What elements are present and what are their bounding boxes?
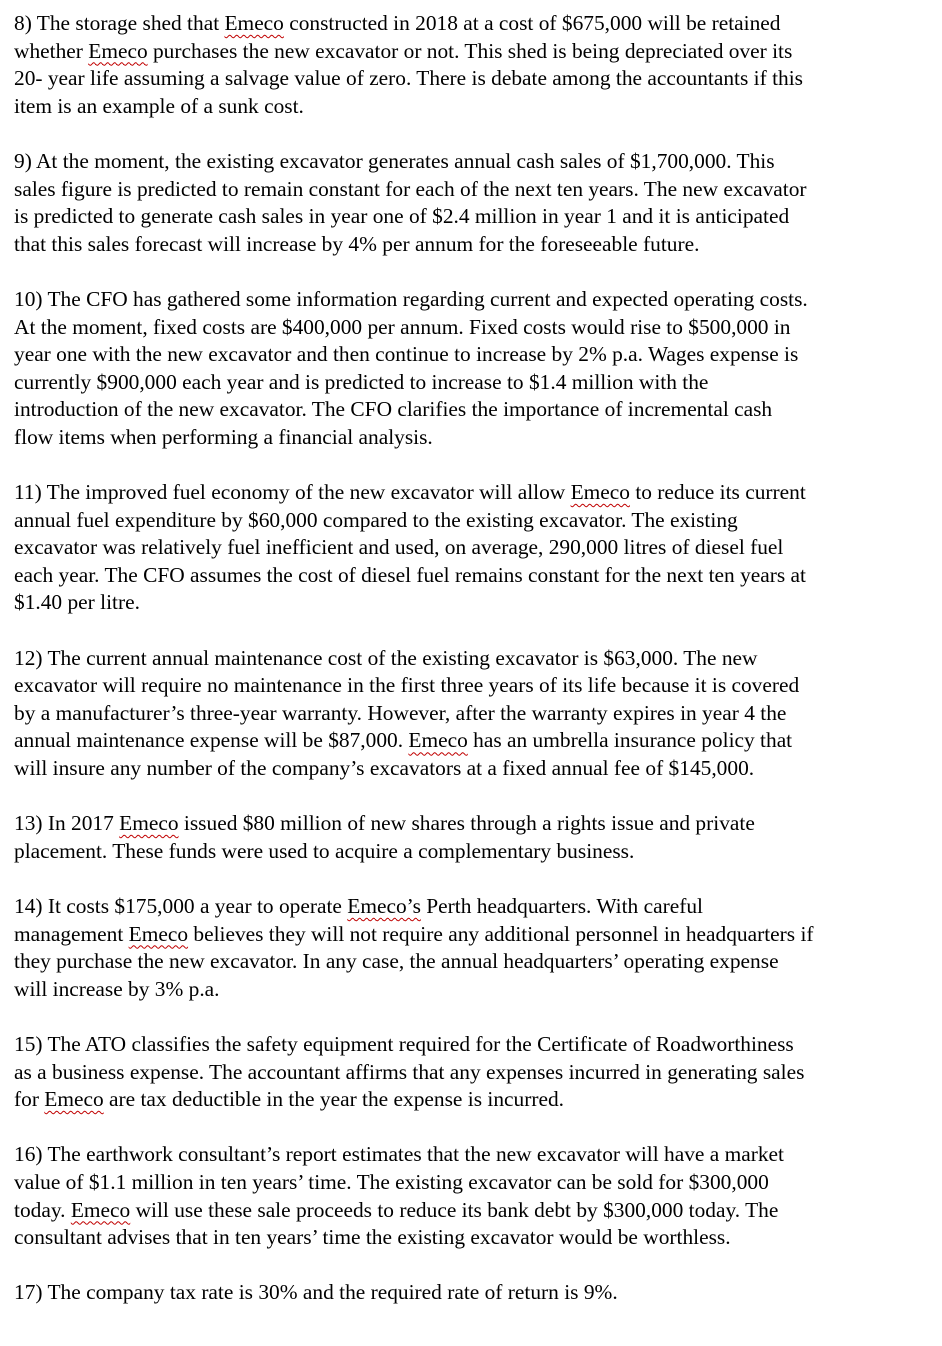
text-line: [14, 148, 926, 176]
text-line: [14, 203, 926, 231]
text-line: [14, 176, 926, 204]
paragraph-item-10: [14, 286, 926, 452]
text-line: [14, 893, 926, 921]
spellcheck-flagged-word: Emeco: [44, 1087, 104, 1112]
text-line: [14, 93, 926, 121]
text-run: placement. These funds were used to acquire a complementary business.: [14, 838, 635, 863]
spellcheck-flagged-word: Emeco: [570, 480, 630, 505]
text-line: [14, 396, 926, 424]
text-run: 11) The improved fuel economy of the new excavator will allow: [14, 480, 571, 505]
text-run: introduction of the new excavator. The CFO clarifies the importance of incremental cash: [14, 397, 773, 422]
text-run: item is an example of a sunk cost.: [14, 93, 304, 118]
text-run: 15) The ATO classifies the safety equipment required for the Certificate of Roadworthiness: [14, 1031, 794, 1056]
text-run: 14) It costs $175,000 a year to operate: [14, 894, 348, 918]
text-run: are tax deductible in the year the expense is incurred.: [103, 1087, 564, 1112]
text-line: [14, 976, 926, 1004]
text-line: [14, 479, 926, 507]
text-line: [14, 562, 926, 590]
text-run: that this sales forecast will increase by 4% per annum for the foreseeable future.: [14, 231, 700, 256]
spellcheck-flagged-word: Emeco: [408, 728, 468, 753]
text-run: believes they will not require any additional personnel in headquarters if: [188, 921, 814, 946]
text-run: year one with the new excavator and then continue to increase by 2% p.a. Wages expense is: [14, 342, 799, 367]
spellcheck-flagged-word: Emeco: [128, 921, 189, 946]
text-run: will increase by 3% p.a.: [14, 976, 220, 1001]
paragraph-item-12: [14, 645, 926, 783]
text-line: [14, 727, 926, 755]
text-run: 20- year life assuming a salvage value of zero. There is debate among the accountants if this: [14, 66, 803, 91]
text-line: [14, 1169, 926, 1197]
text-line: [14, 1086, 926, 1114]
text-line: [14, 589, 926, 617]
paragraph-item-16: [14, 1141, 926, 1251]
paragraph-item-13: [14, 810, 926, 865]
text-run: Perth headquarters. With careful: [420, 894, 703, 918]
text-run: 10) The CFO has gathered some information regarding current and expected operating costs.: [14, 286, 808, 311]
paragraph-item-9: [14, 148, 926, 258]
text-run: by a manufacturer’s three-year warranty. However, after the warranty expires in year 4 the: [14, 700, 787, 725]
text-run: is predicted to generate cash sales in year one of $2.4 million in year 1 and it is anticipated: [14, 204, 790, 229]
text-run: for: [14, 1087, 45, 1112]
text-line: [14, 672, 926, 700]
text-line: [14, 810, 926, 838]
text-line: [14, 38, 926, 66]
text-run: flow items when performing a financial analysis.: [14, 424, 433, 449]
text-line: [14, 921, 926, 949]
text-line: [14, 286, 926, 314]
text-run: consultant advises that in ten years’ time the existing excavator would be worthless.: [14, 1225, 731, 1250]
text-line: [14, 948, 926, 976]
text-run: has an umbrella insurance policy that: [467, 728, 793, 753]
paragraph-item-15: [14, 1031, 926, 1114]
spellcheck-flagged-word: Emeco: [70, 1197, 131, 1222]
text-line: [14, 231, 926, 259]
text-line: [14, 65, 926, 93]
text-line: [14, 1059, 926, 1087]
text-line: [14, 369, 926, 397]
text-line: [14, 507, 926, 535]
text-run: purchases the new excavator or not. This shed is being depreciated over its: [147, 38, 793, 63]
paragraph-item-8: [14, 10, 926, 120]
text-run: excavator was relatively fuel inefficient and used, on average, 290,000 litres of diesel fuel: [14, 535, 784, 560]
text-line: [14, 10, 926, 38]
paragraph-item-11: [14, 479, 926, 617]
text-line: [14, 341, 926, 369]
text-run: management: [14, 921, 129, 946]
text-run: whether: [14, 38, 89, 63]
text-run: will insure any number of the company’s excavators at a fixed annual fee of $145,000.: [14, 756, 755, 781]
text-run: 12) The current annual maintenance cost of the existing excavator is $63,000. The new: [14, 645, 758, 670]
text-run: At the moment, fixed costs are $400,000 per annum. Fixed costs would rise to $500,000 in: [14, 314, 791, 339]
spellcheck-flagged-word: Emeco: [224, 11, 284, 35]
paragraph-item-17: [14, 1279, 926, 1307]
text-run: each year. The CFO assumes the cost of diesel fuel remains constant for the next ten years at: [14, 562, 806, 587]
text-run: to reduce its current: [629, 480, 806, 505]
text-line: [14, 1224, 926, 1252]
text-run: today.: [14, 1197, 71, 1222]
text-run: they purchase the new excavator. In any case, the annual headquarters’ operating expense: [14, 949, 779, 974]
spellcheck-flagged-word: Emeco: [88, 38, 148, 63]
text-run: annual maintenance expense will be $87,000.: [14, 728, 409, 753]
text-run: annual fuel expenditure by $60,000 compared to the existing excavator. The existing: [14, 507, 738, 532]
spellcheck-flagged-word: Emeco: [119, 811, 179, 836]
spellcheck-flagged-word: Emeco’s: [347, 894, 421, 918]
text-line: [14, 424, 926, 452]
text-run: value of $1.1 million in ten years’ time. The existing excavator can be sold for $300,000: [14, 1169, 769, 1194]
text-line: [14, 534, 926, 562]
text-line: [14, 1141, 926, 1169]
text-run: as a business expense. The accountant affirms that any expenses incurred in generating sales: [14, 1059, 805, 1084]
text-run: 17) The company tax rate is 30% and the required rate of return is 9%.: [14, 1280, 618, 1305]
text-run: 16) The earthwork consultant’s report estimates that the new excavator will have a market: [14, 1142, 784, 1167]
text-run: constructed in 2018 at a cost of $675,000 will be retained: [283, 11, 781, 35]
paragraph-item-14: [14, 893, 926, 1003]
text-run: sales figure is predicted to remain constant for each of the next ten years. The new excavator: [14, 176, 807, 201]
text-run: issued $80 million of new shares through a rights issue and private: [178, 811, 755, 836]
text-run: 13) In 2017: [14, 811, 120, 836]
text-line: [14, 1279, 926, 1307]
text-run: 9) At the moment, the existing excavator generates annual cash sales of $1,700,000. This: [14, 148, 775, 173]
text-line: [14, 645, 926, 673]
text-run: excavator will require no maintenance in the first three years of its life because it is covered: [14, 673, 800, 698]
text-run: 8) The storage shed that: [14, 11, 225, 35]
text-line: [14, 1197, 926, 1225]
document-body: [14, 10, 926, 1307]
text-line: [14, 755, 926, 783]
text-line: [14, 838, 926, 866]
text-run: will use these sale proceeds to reduce its bank debt by $300,000 today. The: [130, 1197, 779, 1222]
text-line: [14, 700, 926, 728]
text-run: currently $900,000 each year and is predicted to increase to $1.4 million with the: [14, 369, 709, 394]
text-line: [14, 1031, 926, 1059]
text-line: [14, 314, 926, 342]
text-run: $1.40 per litre.: [14, 590, 140, 615]
